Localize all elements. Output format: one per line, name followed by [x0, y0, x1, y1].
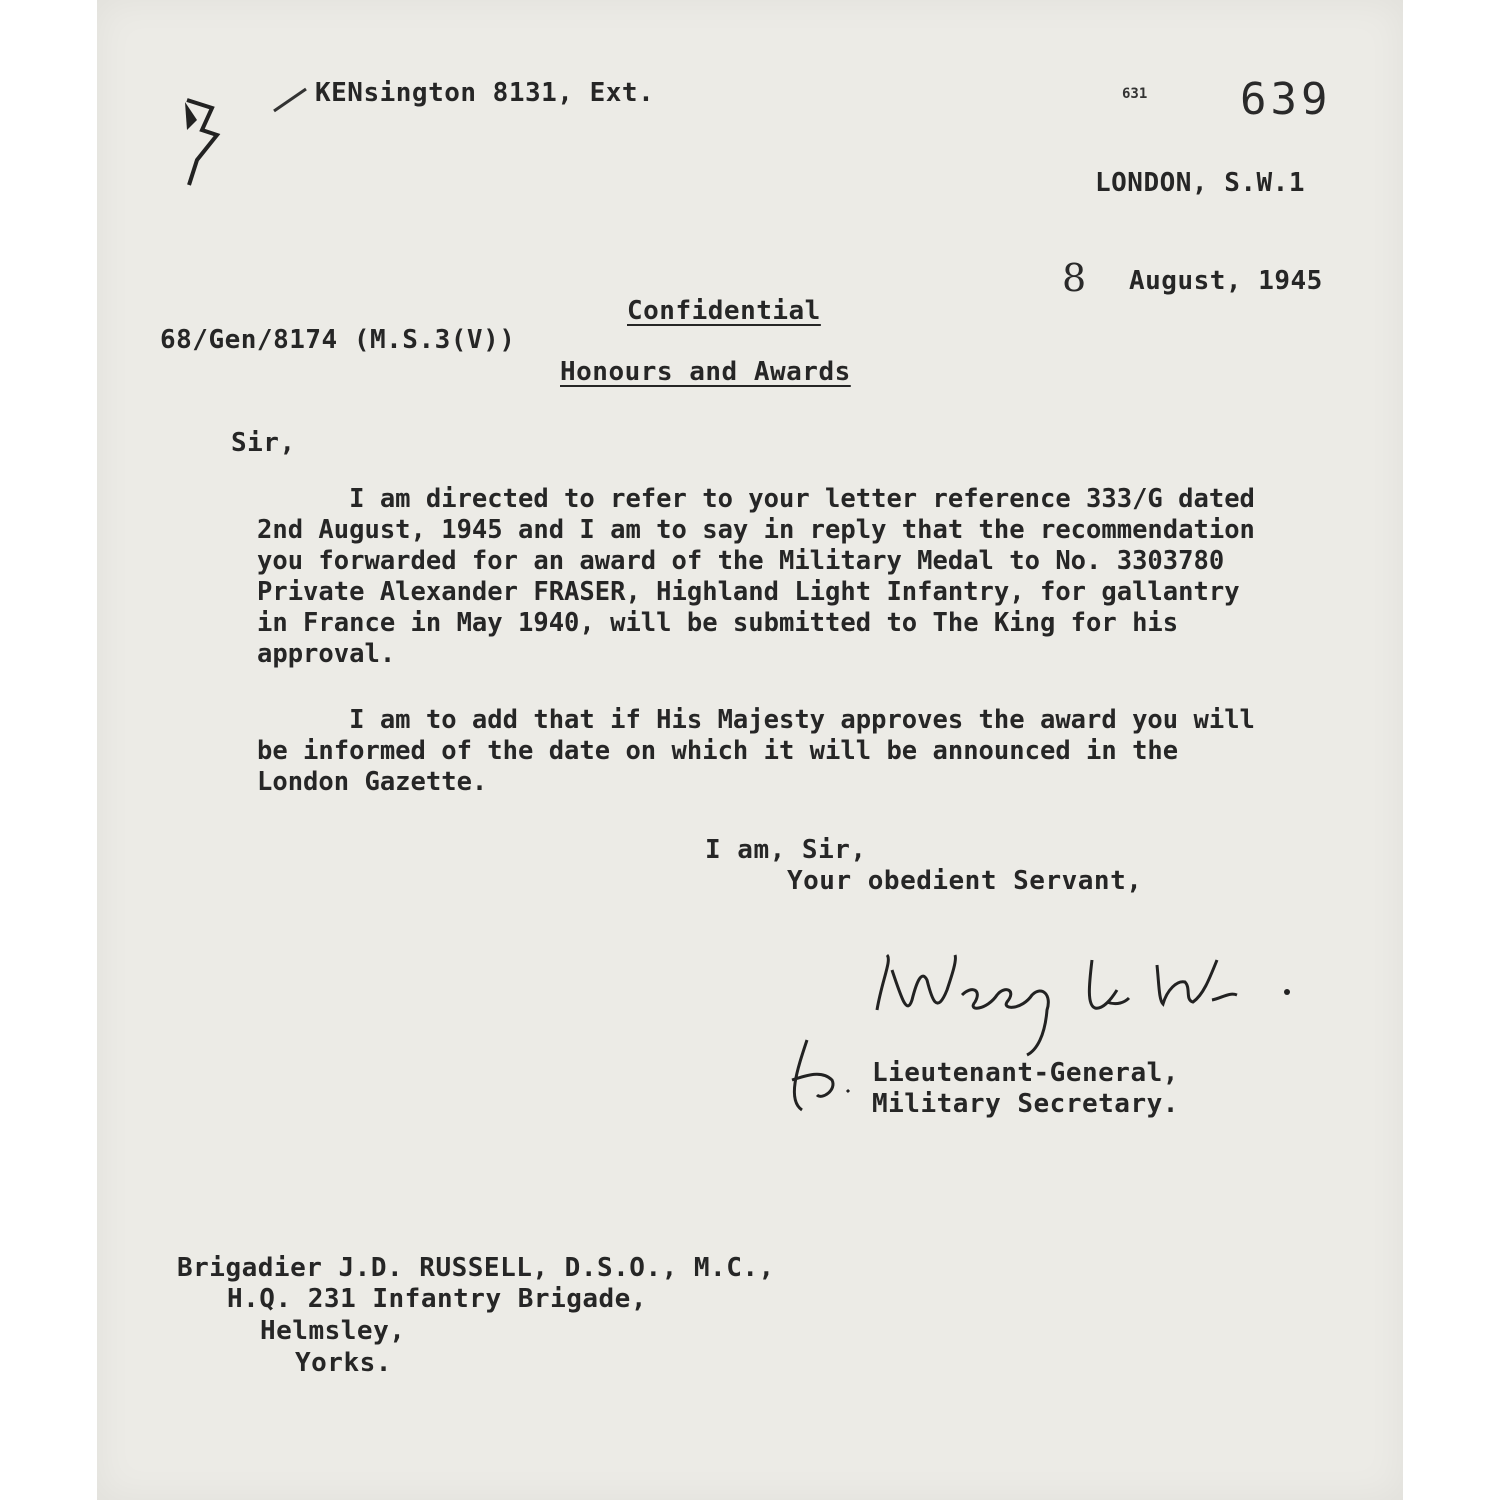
pen-tick-icon: [272, 85, 312, 115]
body-line: I am to add that if His Majesty approves the award you will: [257, 705, 1255, 735]
letter-paper: [97, 0, 1403, 1500]
body-line: I am directed to refer to your letter reference 333/G dated: [257, 484, 1255, 514]
body-line: approval.: [257, 639, 396, 669]
corner-mark-icon: [167, 90, 227, 190]
stamp-number: 639: [1240, 74, 1332, 125]
signatory-title-2: Military Secretary.: [872, 1089, 1179, 1119]
body-line: you forwarded for an award of the Military Medal to No. 3303780: [257, 546, 1225, 576]
closing-line-2: Your obedient Servant,: [787, 866, 1143, 896]
recipient-line-4: Yorks.: [295, 1348, 392, 1378]
for-mark: [777, 1030, 867, 1120]
telephone-line: KENsington 8131, Ext.: [315, 78, 655, 108]
signatory-title-1: Lieutenant-General,: [872, 1058, 1179, 1088]
recipient-line-2: H.Q. 231 Infantry Brigade,: [227, 1284, 647, 1314]
closing-line-1: I am, Sir,: [705, 835, 867, 865]
classification-heading: Confidential: [627, 296, 821, 326]
body-line: Private Alexander FRASER, Highland Light Infantry, for gallantry: [257, 577, 1240, 607]
subject-heading: Honours and Awards: [560, 357, 851, 387]
address-line: LONDON, S.W.1: [1095, 168, 1305, 198]
for-initials: [797, 1080, 799, 1081]
reference-mark: 631: [1122, 86, 1148, 102]
body-line: be informed of the date on which it will be announced in the: [257, 736, 1179, 766]
recipient-line-1: Brigadier J.D. RUSSELL, D.S.O., M.C.,: [177, 1253, 775, 1283]
body-line: London Gazette.: [257, 767, 488, 797]
handwritten-signature: [867, 940, 1327, 1060]
body-line: 2nd August, 1945 and I am to say in reply that the recommendation: [257, 515, 1255, 545]
date-line: August, 1945: [1129, 266, 1323, 296]
recipient-line-3: Helmsley,: [260, 1316, 406, 1346]
date-day: 8: [1062, 256, 1087, 300]
file-reference: 68/Gen/8174 (M.S.3(V)): [160, 325, 516, 355]
salutation: Sir,: [231, 428, 296, 458]
body-line: in France in May 1940, will be submitted to The King for his: [257, 608, 1179, 638]
